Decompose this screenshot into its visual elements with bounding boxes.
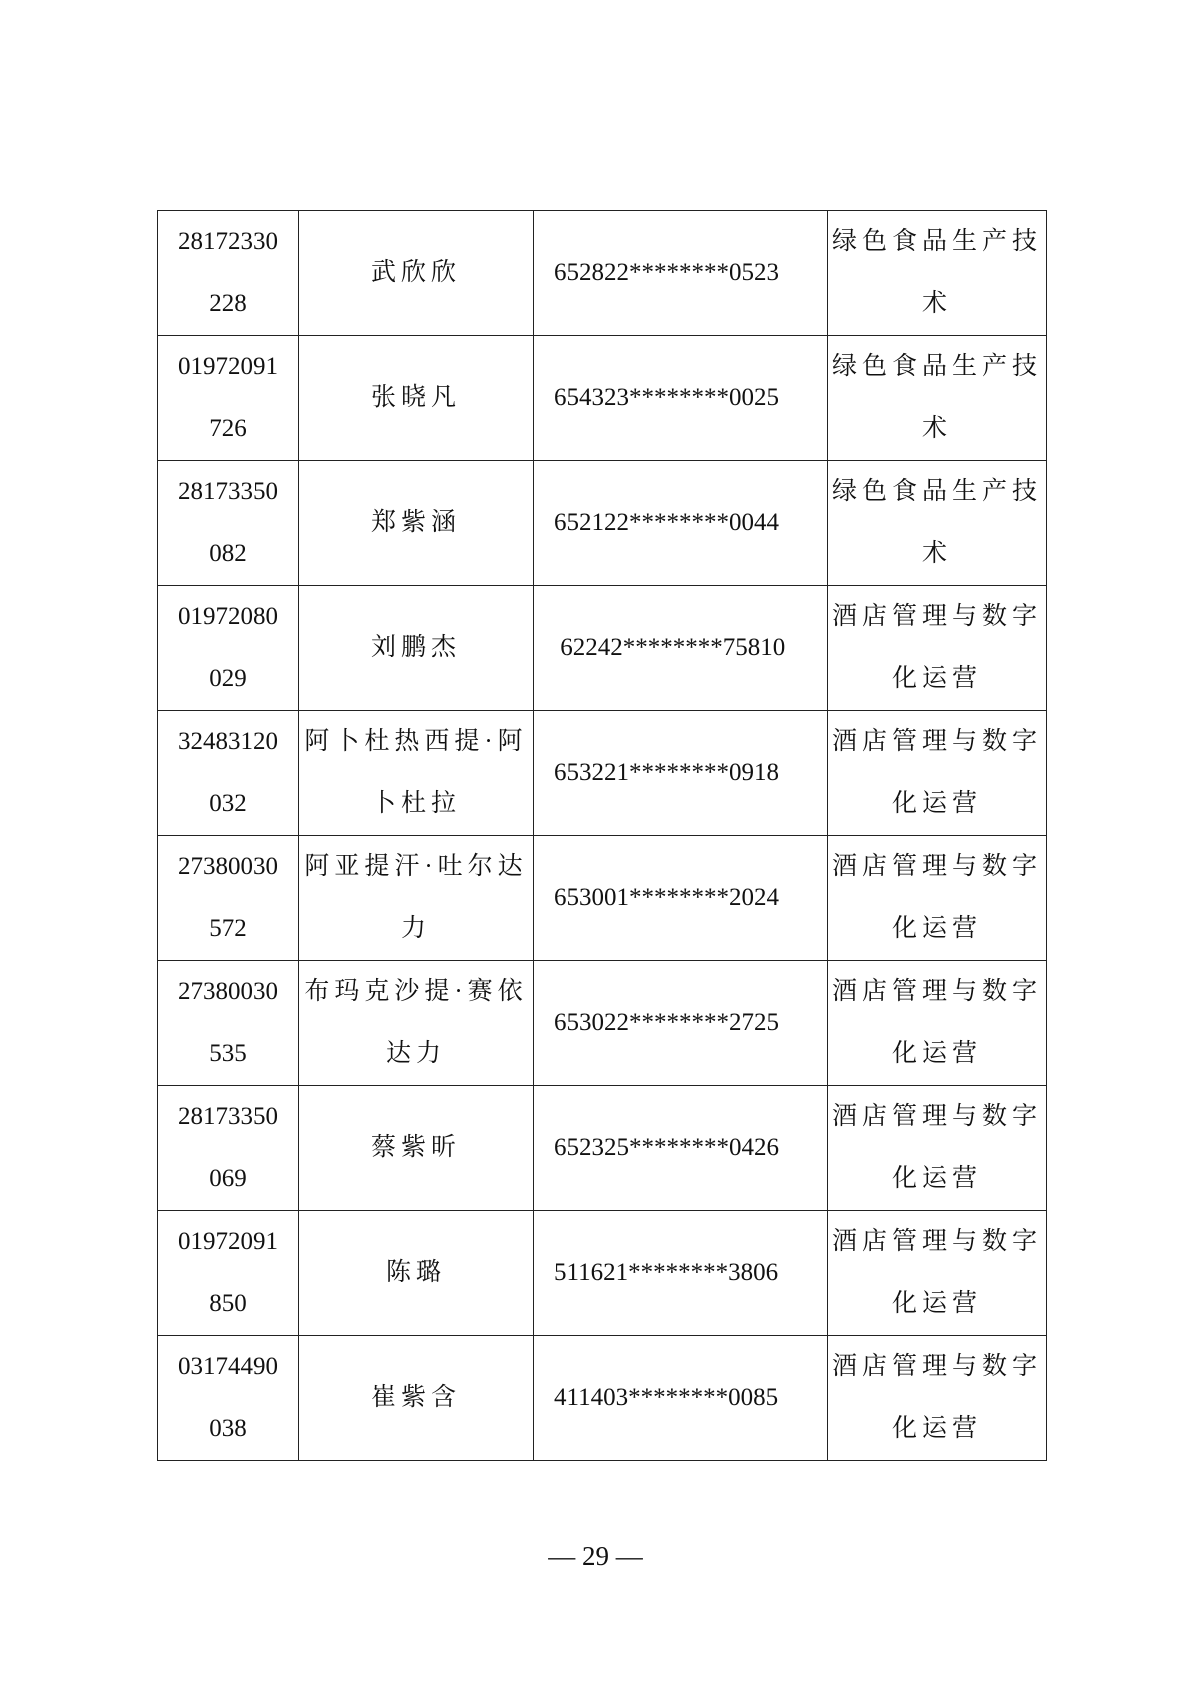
name-line: 阿卜杜热西提·阿 <box>304 728 528 755</box>
candidate-number-line: 726 <box>209 415 247 442</box>
id-number-text: 653022********2725 <box>554 1009 779 1036</box>
major-cell <box>828 461 1047 586</box>
name-line: 崔紫含 <box>370 1384 461 1411</box>
candidate-number-line: 32483120 <box>178 728 278 755</box>
name-cell <box>299 961 534 1086</box>
major-line: 化运营 <box>891 1165 982 1192</box>
candidate-number-line: 082 <box>209 540 247 567</box>
major-cell <box>828 336 1047 461</box>
id-number-cell <box>534 211 828 336</box>
candidate-number-line: 038 <box>209 1415 247 1442</box>
name-cell <box>299 1211 534 1336</box>
name-line: 力 <box>400 915 431 942</box>
id-number-text: 62242********75810 <box>554 634 786 661</box>
table-row <box>158 336 1047 461</box>
major-line: 酒店管理与数字 <box>831 1353 1042 1380</box>
name-line: 蔡紫昕 <box>370 1134 461 1161</box>
major-line: 酒店管理与数字 <box>831 603 1042 630</box>
candidate-number-line: 850 <box>209 1290 247 1317</box>
major-line: 术 <box>921 290 952 317</box>
name-cell <box>299 711 534 836</box>
id-number-text: 652325********0426 <box>554 1134 779 1161</box>
id-number-text: 654323********0025 <box>554 384 779 411</box>
name-line: 武欣欣 <box>370 259 461 286</box>
id-number-cell <box>534 1336 828 1461</box>
candidate-number-cell <box>158 711 299 836</box>
id-number-text: 653221********0918 <box>554 759 779 786</box>
candidate-number-cell <box>158 1211 299 1336</box>
major-line: 酒店管理与数字 <box>831 1103 1042 1130</box>
major-cell <box>828 961 1047 1086</box>
candidate-number-cell <box>158 836 299 961</box>
major-line: 化运营 <box>891 1290 982 1317</box>
page-number: — 29 — <box>548 1541 643 1571</box>
table-row <box>158 1211 1047 1336</box>
id-number-text: 411403********0085 <box>554 1384 779 1411</box>
id-number-cell <box>534 1211 828 1336</box>
table-row <box>158 1086 1047 1211</box>
major-line: 化运营 <box>891 790 982 817</box>
candidate-number-line: 01972091 <box>178 1228 278 1255</box>
candidate-number-line: 03174490 <box>178 1353 278 1380</box>
major-cell <box>828 711 1047 836</box>
id-number-cell <box>534 336 828 461</box>
id-number-text: 653001********2024 <box>554 884 779 911</box>
candidate-number-line: 535 <box>209 1040 247 1067</box>
id-number-cell <box>534 461 828 586</box>
table-row <box>158 961 1047 1086</box>
name-line: 陈璐 <box>385 1259 446 1286</box>
name-line: 阿亚提汗·吐尔达 <box>304 853 528 880</box>
major-cell <box>828 211 1047 336</box>
candidate-number-cell <box>158 586 299 711</box>
candidate-number-cell <box>158 211 299 336</box>
major-cell <box>828 1336 1047 1461</box>
major-line: 绿色食品生产技 <box>831 353 1042 380</box>
major-line: 酒店管理与数字 <box>831 853 1042 880</box>
candidate-number-line: 069 <box>209 1165 247 1192</box>
major-line: 化运营 <box>891 1040 982 1067</box>
name-cell <box>299 461 534 586</box>
candidate-number-line: 228 <box>209 290 247 317</box>
table-row <box>158 586 1047 711</box>
major-line: 酒店管理与数字 <box>831 728 1042 755</box>
id-number-cell <box>534 711 828 836</box>
candidate-number-line: 27380030 <box>178 978 278 1005</box>
id-number-cell <box>534 961 828 1086</box>
name-line: 布玛克沙提·赛依 <box>304 978 528 1005</box>
table-row <box>158 836 1047 961</box>
major-line: 术 <box>921 415 952 442</box>
candidate-number-cell <box>158 461 299 586</box>
name-cell <box>299 586 534 711</box>
candidate-number-line: 01972091 <box>178 353 278 380</box>
id-number-cell <box>534 1086 828 1211</box>
name-cell <box>299 836 534 961</box>
major-line: 术 <box>921 540 952 567</box>
major-cell <box>828 1211 1047 1336</box>
candidate-number-cell <box>158 1086 299 1211</box>
candidate-number-cell <box>158 336 299 461</box>
major-line: 化运营 <box>891 1415 982 1442</box>
candidate-number-line: 28172330 <box>178 228 278 255</box>
candidate-number-line: 01972080 <box>178 603 278 630</box>
candidate-number-cell <box>158 961 299 1086</box>
candidate-number-line: 572 <box>209 915 247 942</box>
major-line: 绿色食品生产技 <box>831 478 1042 505</box>
table-row <box>158 461 1047 586</box>
name-cell <box>299 1086 534 1211</box>
name-line: 达力 <box>385 1040 446 1067</box>
table-row <box>158 211 1047 336</box>
candidate-number-cell <box>158 1336 299 1461</box>
name-line: 张晓凡 <box>370 384 461 411</box>
major-cell <box>828 1086 1047 1211</box>
major-line: 化运营 <box>891 915 982 942</box>
id-number-text: 652122********0044 <box>554 509 779 536</box>
candidate-number-line: 029 <box>209 665 247 692</box>
candidate-number-line: 28173350 <box>178 478 278 505</box>
candidate-number-line: 27380030 <box>178 853 278 880</box>
major-cell <box>828 836 1047 961</box>
id-number-cell <box>534 836 828 961</box>
major-line: 酒店管理与数字 <box>831 1228 1042 1255</box>
major-cell <box>828 586 1047 711</box>
id-number-cell <box>534 586 828 711</box>
name-line: 郑紫涵 <box>370 509 461 536</box>
candidate-number-line: 032 <box>209 790 247 817</box>
table-row <box>158 711 1047 836</box>
major-line: 绿色食品生产技 <box>831 228 1042 255</box>
name-line: 卜杜拉 <box>370 790 461 817</box>
table-row <box>158 1336 1047 1461</box>
major-line: 化运营 <box>891 665 982 692</box>
name-line: 刘鹏杰 <box>370 634 461 661</box>
id-number-text: 511621********3806 <box>554 1259 779 1286</box>
name-cell <box>299 211 534 336</box>
id-number-text: 652822********0523 <box>554 259 779 286</box>
name-cell <box>299 1336 534 1461</box>
major-line: 酒店管理与数字 <box>831 978 1042 1005</box>
name-cell <box>299 336 534 461</box>
roster-table-body <box>158 211 1047 1461</box>
roster-table <box>157 210 1047 1461</box>
candidate-number-line: 28173350 <box>178 1103 278 1130</box>
